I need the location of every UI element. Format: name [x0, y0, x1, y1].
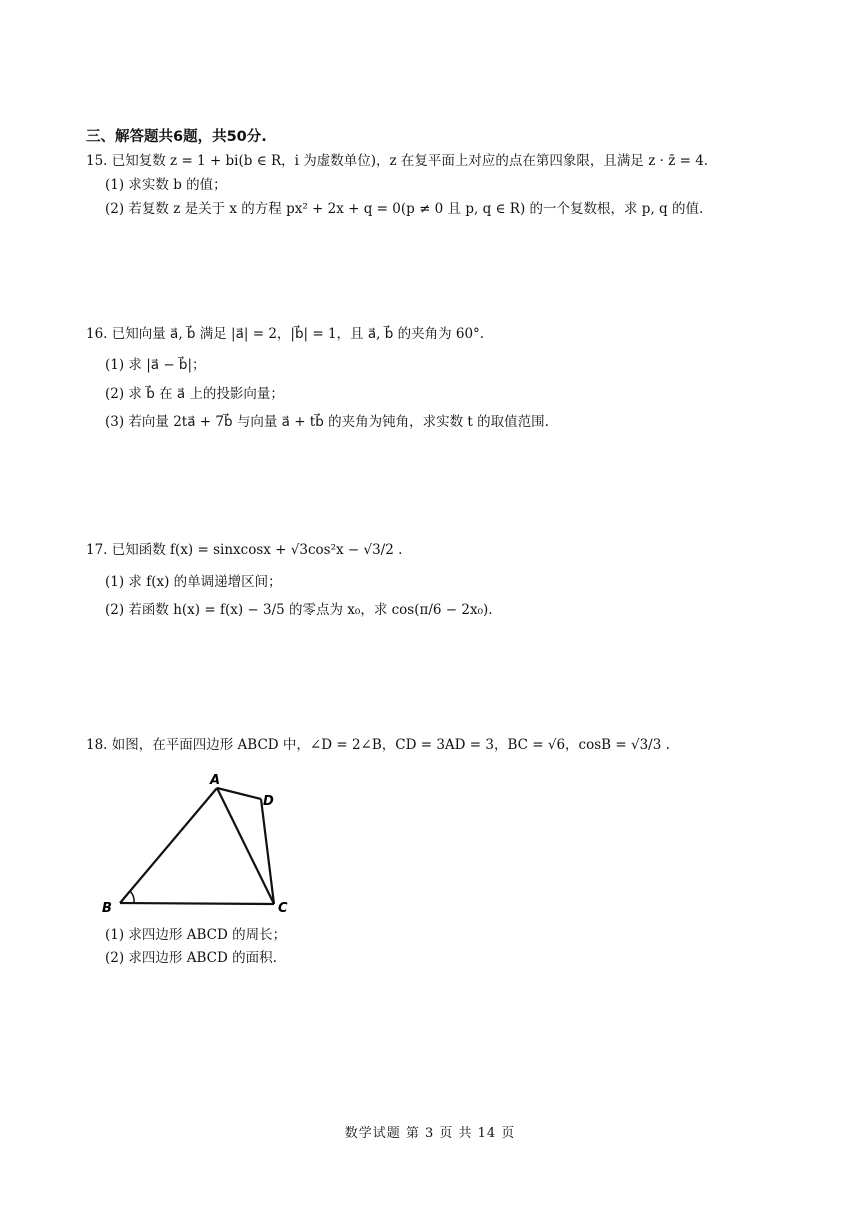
question-15-part-2: (2) 若复数 z 是关于 x 的方程 px² + 2x + q = 0(p ≠ 0 且 p, q ∈ R) 的一个复数根，求 p, q 的值.: [105, 201, 704, 217]
edge-dc: [261, 799, 274, 904]
edge-bc: [120, 903, 274, 904]
question-16-stem: 16. 已知向量 a⃗, b⃗ 满足 |a⃗| = 2，|b⃗| = 1，且 a⃗, b⃗ 的夹角为 60°.: [86, 326, 485, 342]
quadrilateral-figure: [96, 770, 306, 920]
question-17-part-1: (1) 求 f(x) 的单调递增区间；: [105, 574, 282, 590]
question-16-part-1: (1) 求 |a⃗ − b⃗|；: [105, 357, 206, 373]
question-16-part-2: (2) 求 b⃗ 在 a⃗ 上的投影向量；: [105, 386, 284, 402]
vertex-label-c: C: [278, 901, 288, 916]
question-15-stem: 15. 已知复数 z = 1 + bi(b ∈ R，i 为虚数单位)，z 在复平面上对应的点在第四象限，且满足 z · z̄ = 4.: [86, 153, 709, 169]
edge-ad: [217, 788, 261, 799]
vertex-label-a: A: [210, 773, 221, 788]
question-17-part-2: (2) 若函数 h(x) = f(x) − 3/5 的零点为 x₀，求 cos(π/6 − 2x₀).: [105, 602, 493, 618]
vertex-label-b: B: [102, 901, 112, 916]
edge-ab: [120, 788, 217, 903]
angle-b-mark: [130, 891, 134, 903]
vertex-label-d: D: [263, 794, 274, 809]
page-footer: 数学试题 第 3 页 共 14 页: [344, 1126, 516, 1141]
question-18-stem: 18. 如图，在平面四边形 ABCD 中，∠D = 2∠B，CD = 3AD = 3，BC = √6，cosB = √3/3 .: [86, 737, 670, 753]
section-heading: 三、解答题共6题，共50分.: [86, 129, 267, 145]
question-18-part-2: (2) 求四边形 ABCD 的面积.: [105, 950, 277, 966]
question-17-stem: 17. 已知函数 f(x) = sinxcosx + √3cos²x − √3/2 .: [86, 542, 403, 558]
question-18-part-1: (1) 求四边形 ABCD 的周长；: [105, 927, 287, 943]
question-16-part-3: (3) 若向量 2ta⃗ + 7b⃗ 与向量 a⃗ + tb⃗ 的夹角为钝角，求实数 t 的取值范围.: [105, 414, 549, 430]
question-15-part-1: (1) 求实数 b 的值；: [105, 177, 227, 193]
